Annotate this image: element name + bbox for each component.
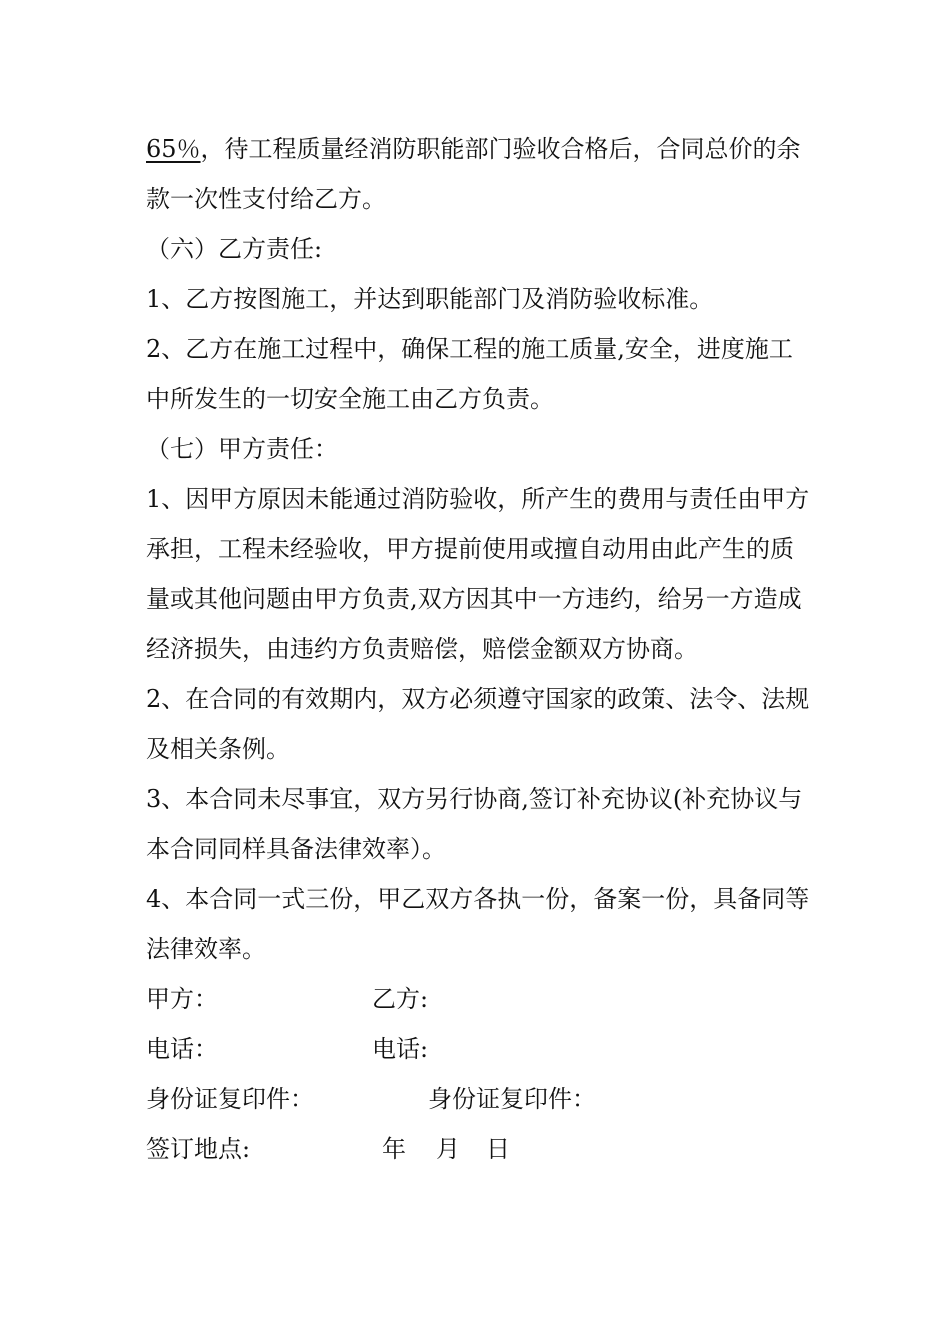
signature-phone-row — [146, 1024, 810, 1074]
id-copy-b-label: 身份证复印件： — [428, 1085, 596, 1113]
date-day: 日 — [486, 1135, 510, 1163]
section-7-item-1: 1、因甲方原因未能通过消防验收，所产生的费用与责任由甲方承担，工程未经验收，甲方提前使用或擅自动用由此产生的质量或其他问题由甲方负责,双方因其中一方违约，给另一方造成经济损失，由违约方负责赔偿，赔偿金额双方协商。 — [146, 485, 810, 663]
signing-place-label: 签订地点: — [146, 1135, 251, 1163]
section-7-item-4: 4、本合同一式三份，甲乙双方各执一份，备案一份，具备同等法律效率。 — [146, 885, 810, 963]
phone-a-label: 电话： — [146, 1035, 218, 1063]
signature-id-row — [146, 1074, 810, 1124]
section-7-item-3: 3、本合同未尽事宜，双方另行协商,签订补充协议(补充协议与本合同同样具备法律效率）。 — [146, 785, 803, 863]
payment-paragraph — [146, 124, 810, 224]
id-copy-a-label: 身份证复印件： — [146, 1085, 314, 1113]
signature-parties-row — [146, 974, 810, 1024]
section-6-item-1: 1、乙方按图施工，并达到职能部门及消防验收标准。 — [146, 285, 714, 313]
date-year: 年 — [382, 1135, 406, 1163]
section-7-item-2: 2、在合同的有效期内，双方必须遵守国家的政策、法令、法规及相关条例。 — [146, 685, 810, 763]
section-7-heading: （七）甲方责任： — [146, 435, 338, 463]
contract-body — [146, 124, 810, 1174]
phone-b-label: 电话: — [372, 1035, 429, 1063]
signing-place-date-row — [146, 1124, 810, 1174]
section-6-item-2: 2、乙方在施工过程中，确保工程的施工质量,安全，进度施工中所发生的一切安全施工由乙方负责。 — [146, 335, 793, 413]
payment-text: ，待工程质量经消防职能部门验收合格后，合同总价的余款一次性支付给乙方。 — [146, 135, 801, 213]
date-month: 月 — [436, 1135, 460, 1163]
party-b-label: 乙方: — [372, 985, 429, 1013]
party-a-label: 甲方： — [146, 985, 218, 1013]
section-6-heading: （六）乙方责任: — [146, 235, 323, 263]
percentage-underlined: 65％ — [146, 135, 201, 163]
